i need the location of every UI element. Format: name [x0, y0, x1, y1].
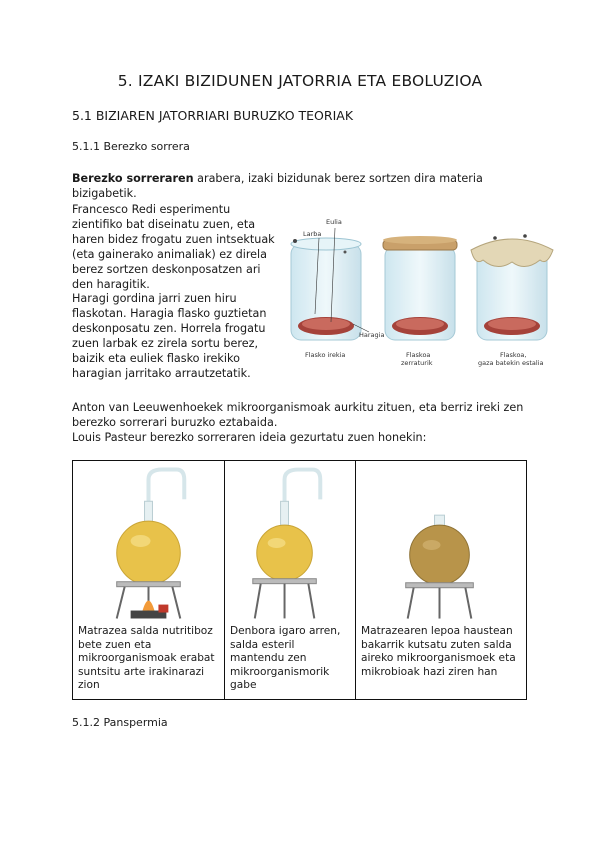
subsection-heading-2: 5.1.2 Panspermia: [72, 716, 168, 729]
pasteur-table: [72, 460, 527, 700]
label-euli: Eulia: [326, 218, 342, 226]
contaminated-flask-illustration: [356, 461, 526, 621]
pasteur-paragraph: [72, 400, 542, 445]
pasteur-caption-2: Denbora igaro arren, salda esteril mantendu zen mikroorganismorik gabe: [230, 625, 341, 691]
jar-gauze: [471, 234, 553, 340]
section-heading: 5.1 BIZIAREN JATORRIARI BURUZKO TEORIAK: [72, 108, 354, 123]
redi-paragraph-2: Haragi gordina jarri zuen hiru flaskotan. Haragia flasko guztietan deskonposatu zen. Horrela frogatu zuen larbak ez zirela sortu berez, baizik eta euliek flasko irekiko haragian jarritako arrautzetatik.: [72, 292, 267, 380]
intro-bold: Berezko sorreraren: [72, 172, 194, 185]
pasteur-cell-1: [73, 461, 225, 700]
subsection-heading-1: 5.1.1 Berezko sorrera: [72, 140, 190, 153]
pasteur-cell-2: [225, 461, 356, 700]
redi-experiment-figure: [285, 214, 575, 374]
sterile-flask-illustration: [225, 461, 355, 621]
pasteur-caption-3: Matrazearen lepoa haustean bakarrik kutsatu zuten salda aireko mikroorganismoek eta mikrobioak hazi ziren han: [361, 625, 516, 678]
jar-sealed: [383, 236, 457, 340]
pasteur-caption-1: Matrazea salda nutritiboz bete zuen eta mikroorganismoak erabat suntsitu arte irakinarazi zion: [78, 625, 215, 691]
caption-jar-3a: Flaskoa,: [500, 351, 527, 359]
caption-jar-1: Flasko irekia: [305, 351, 346, 359]
intro-paragraph: [72, 171, 532, 201]
jar-open: [291, 238, 361, 340]
redi-paragraph-1: Francesco Redi esperimentu zientifiko bat diseinatu zuen, eta haren bidez frogatu zuen intsektuak (eta gainerako animaliak) ez direla berez sortzen deskonposatzen ari den haragitik.: [72, 203, 275, 291]
boiling-flask-illustration: [73, 461, 224, 621]
page-title: 5. IZAKI BIZIDUNEN JATORRIA ETA EBOLUZIOA: [117, 72, 483, 90]
intro-rest: arabera, izaki bizidunak berez sortzen dira materia bizigabetik.: [72, 172, 483, 200]
caption-jar-2a: Flaskoa: [406, 351, 431, 359]
caption-jar-3b: gaza batekin estalia: [478, 359, 544, 367]
pasteur-line-2: Louis Pasteur berezko sorreraren ideia gezurtatu zuen honekin:: [72, 431, 427, 444]
pasteur-cell-3: [356, 461, 527, 700]
pasteur-line-1: Anton van Leeuwenhoekek mikroorganismoak aurkitu zituen, eta berriz ireki zen berezko sorrerari buruzko eztabaida.: [72, 401, 524, 429]
label-larba: Larba: [303, 230, 322, 238]
label-haragia: Haragia: [359, 331, 385, 339]
caption-jar-2b: zerraturik: [401, 359, 433, 367]
